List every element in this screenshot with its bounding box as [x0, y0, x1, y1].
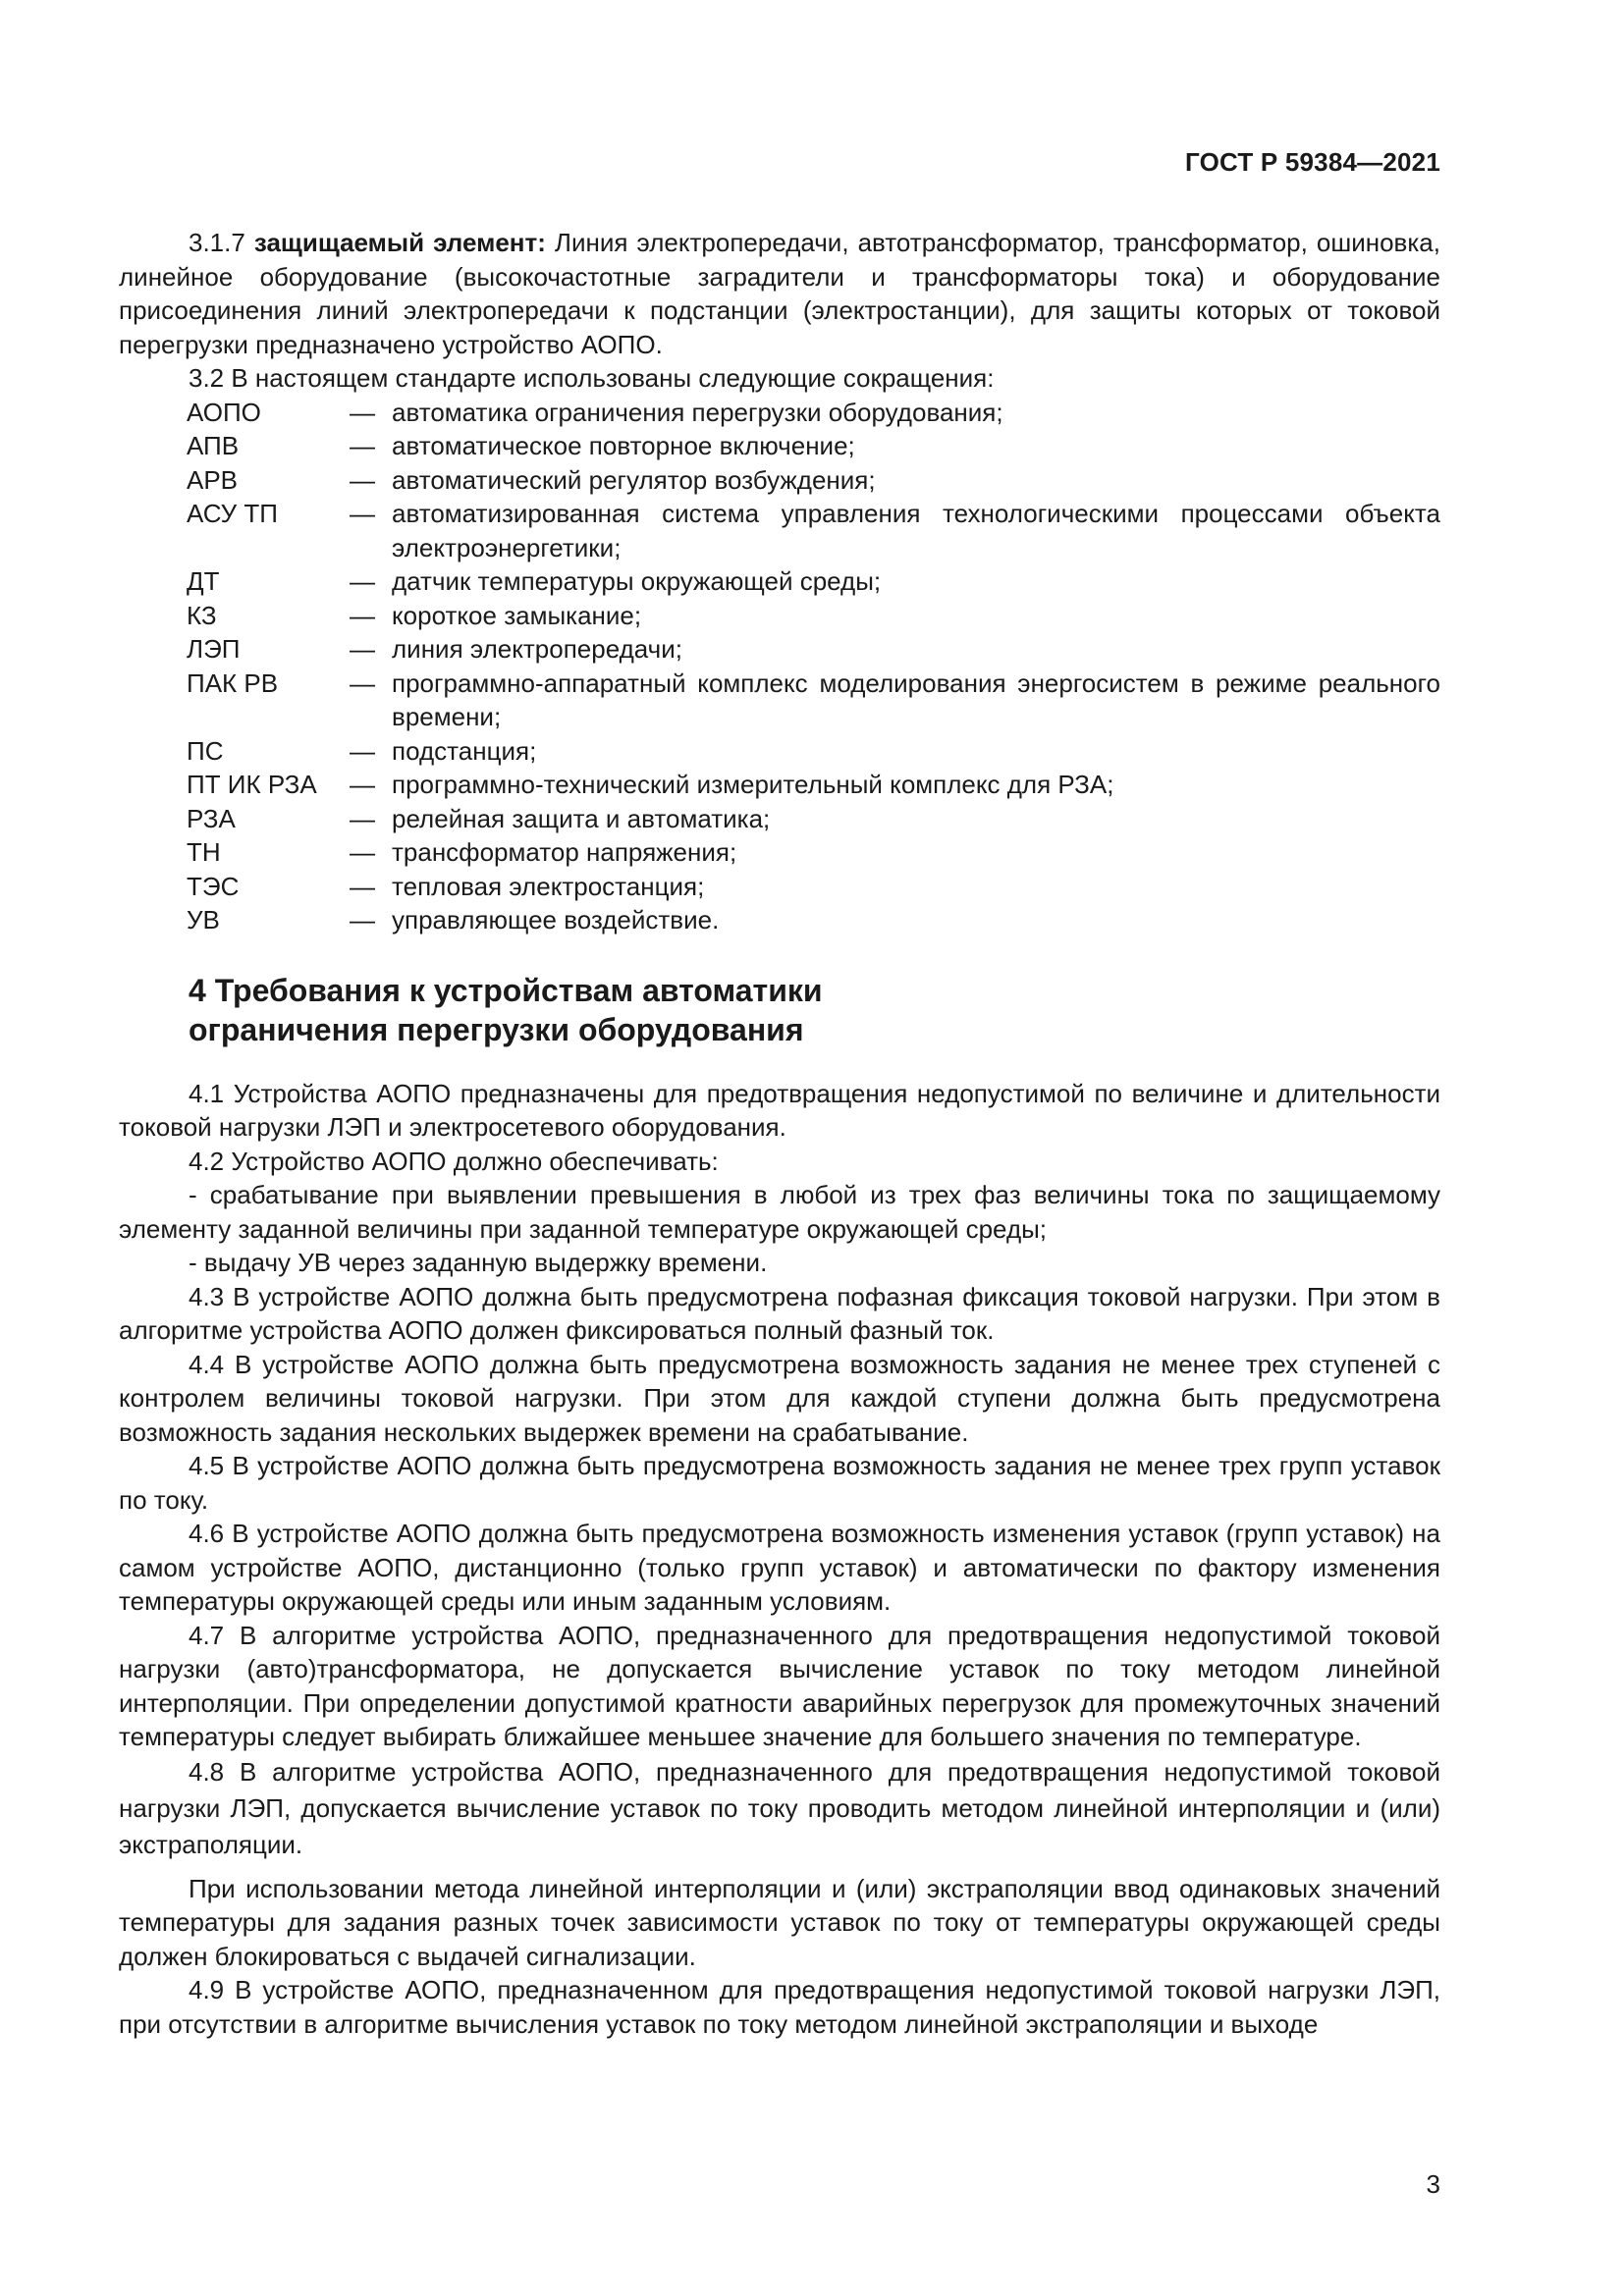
clause-4-8-note: При использовании метода линейной интерполяции и (или) экстраполяции ввод одинаковых значений температуры для задания разных точек зависимости уставок по току от температуры окружающей среды должен блокироваться с выдачей сигнализации.: [119, 1873, 1440, 1971]
clause-4-1: 4.1 Устройства АОПО предназначены для предотвращения недопустимой по величине и длительности токовой нагрузки ЛЭП и электросетевого оборудования.: [119, 1078, 1440, 1142]
abbreviation-dash: —: [350, 837, 375, 867]
abbreviation-row: [119, 497, 1440, 564]
abbreviation-key: АСУ ТП: [187, 499, 278, 528]
abbreviation-value: подстанция;: [392, 735, 537, 766]
clause-number: 3.1.7: [189, 228, 245, 257]
abbreviation-key: РЗА: [187, 803, 236, 833]
clause-4-3: 4.3 В устройстве АОПО должна быть предусмотрена пофазная фиксация токовой нагрузки. При этом в алгоритме устройства АОПО должен фиксироваться полный фазный ток.: [119, 1281, 1440, 1345]
abbreviation-key: АПВ: [187, 431, 240, 460]
abbreviation-row: [119, 463, 1440, 498]
document-header: ГОСТ Р 59384—2021: [1185, 147, 1440, 177]
abbreviation-value: автоматическое повторное включение;: [392, 431, 855, 460]
abbreviation-value: программно-технический измерительный комплекс для РЗА;: [392, 770, 1114, 799]
abbreviation-dash: —: [350, 803, 375, 833]
abbreviation-row: [119, 429, 1440, 463]
abbreviation-dash: —: [350, 600, 375, 630]
abbreviation-row: [119, 768, 1440, 802]
abbreviation-dash: —: [350, 431, 375, 460]
abbreviation-row: [119, 734, 1440, 769]
clause-4-2-item-2: - выдачу УВ через заданную выдержку времени.: [189, 1248, 768, 1277]
abbreviation-row: [119, 835, 1440, 870]
abbreviation-row: [119, 903, 1440, 937]
clause-4-6: 4.6 В устройстве АОПО должна быть предусмотрена возможность изменения уставок (групп уставок) на самом устройстве АОПО, дистанционно (только групп уставок) и автоматически по фактору изменения температуры окружающей среды или иным заданным условиям.: [119, 1519, 1440, 1616]
clause-4-9: 4.9 В устройстве АОПО, предназначенном для предотвращения недопустимой токовой нагрузки ЛЭП, при отсутствии в алгоритме вычисления уставок по току методом линейной экстраполяции и выходе: [119, 1975, 1440, 2039]
abbreviation-dash: —: [350, 667, 375, 698]
abbreviation-key: ТЭС: [187, 871, 240, 901]
abbreviation-row: [119, 632, 1440, 667]
abbreviation-dash: —: [350, 397, 375, 427]
term-definition: Линия электропередачи, автотрансформатор, трансформатор, ошиновка, линейное оборудование (высокочастотные заградители и трансформаторы тока) и оборудование присоединения линий электропередачи к подстанции (электростанции), для защиты которых от токовой перегрузки предназначено устройство АОПО.: [119, 228, 1440, 359]
abbreviation-value: трансформатор напряжения;: [392, 837, 737, 867]
abbreviation-row: [119, 802, 1440, 836]
abbreviation-key: ТН: [187, 837, 221, 867]
term-bold: защищаемый элемент:: [253, 228, 546, 257]
abbreviation-value: короткое замыкание;: [392, 600, 642, 630]
abbreviation-dash: —: [350, 464, 375, 495]
page-content: [119, 226, 1440, 2041]
clause-4-8: 4.8 В алгоритме устройства АОПО, предназначенного для предотвращения недопустимой токовой нагрузки ЛЭП, допускается вычисление уставок по току проводить методом линейной интерполяции и (или) экстраполяции.: [119, 1756, 1440, 1859]
clause-4-7: 4.7 В алгоритме устройства АОПО, предназначенного для предотвращения недопустимой токовой нагрузки (авто)трансформатора, не допускается вычисление уставок по току методом линейной интерполяции. При определении допустимой кратности аварийных перегрузок для промежуточных значений температуры следует выбирать ближайшее меньшее значение для большего значения по температуре.: [119, 1620, 1440, 1751]
abbreviation-key: ДТ: [187, 566, 220, 596]
abbreviation-row: [119, 564, 1440, 599]
abbreviation-dash: —: [350, 735, 375, 766]
clause-4-2: 4.2 Устройство АОПО должно обеспечивать:: [189, 1146, 719, 1176]
abbreviation-dash: —: [350, 770, 375, 799]
abbreviation-dash: —: [350, 871, 375, 901]
abbreviation-value: автоматизированная система управления технологическими процессами объекта электроэнергетики;: [392, 499, 1440, 562]
abbreviation-dash: —: [350, 566, 375, 596]
abbreviation-value: тепловая электростанция;: [392, 871, 705, 901]
abbreviation-value: программно-аппаратный комплекс моделирования энергосистем в режиме реального времени;: [392, 667, 1440, 731]
section-4-heading: [189, 971, 1440, 1049]
abbreviation-key: ПАК РВ: [187, 667, 279, 698]
abbreviation-value: линия электропередачи;: [392, 634, 682, 664]
abbreviation-key: УВ: [187, 905, 220, 934]
abbreviation-row: [119, 667, 1440, 734]
abbreviation-dash: —: [350, 905, 375, 934]
abbreviation-value: релейная защита и автоматика;: [392, 803, 771, 833]
abbreviation-value: управляющее воздействие.: [392, 905, 720, 934]
abbreviation-value: датчик температуры окружающей среды;: [392, 566, 882, 596]
abbreviation-value: автоматический регулятор возбуждения;: [392, 464, 876, 495]
section-4-heading-line2: ограничения перегрузки оборудования: [189, 1011, 804, 1047]
abbreviation-key: ПС: [187, 735, 224, 766]
clause-4-2-item-1: - срабатывание при выявлении превышения в любой из трех фаз величины тока по защищаемому элементу заданной величины при заданной температуре окружающей среды;: [119, 1180, 1440, 1244]
clause-4-5: 4.5 В устройстве АОПО должна быть предусмотрена возможность задания не менее трех групп уставок по току.: [119, 1451, 1440, 1515]
abbreviation-key: АРВ: [187, 464, 239, 495]
clause-4-4: 4.4 В устройстве АОПО должна быть предусмотрена возможность задания не менее трех ступеней с контролем величины токовой нагрузки. При этом для каждой ступени должна быть предусмотрена возможность задания нескольких выдержек времени на срабатывание.: [119, 1349, 1440, 1447]
abbreviation-row: [119, 599, 1440, 633]
abbreviation-key: ПТ ИК РЗА: [187, 770, 317, 799]
abbreviation-dash: —: [350, 634, 375, 664]
page-number: 3: [1426, 2169, 1440, 2199]
abbreviation-row: [119, 396, 1440, 430]
abbreviation-dash: —: [350, 499, 375, 528]
abbreviation-key: КЗ: [187, 600, 217, 630]
section-4-heading-line1: 4 Требования к устройствам автоматики: [189, 972, 823, 1008]
abbreviation-list: [119, 396, 1440, 937]
clause-3-2: 3.2 В настоящем стандарте использованы следующие сокращения:: [189, 363, 995, 393]
clause-3-1-7: [119, 226, 1440, 361]
abbreviation-key: ЛЭП: [187, 634, 241, 664]
abbreviation-key: АОПО: [187, 397, 261, 427]
abbreviation-value: автоматика ограничения перегрузки оборудования;: [392, 397, 1003, 427]
abbreviation-row: [119, 870, 1440, 904]
